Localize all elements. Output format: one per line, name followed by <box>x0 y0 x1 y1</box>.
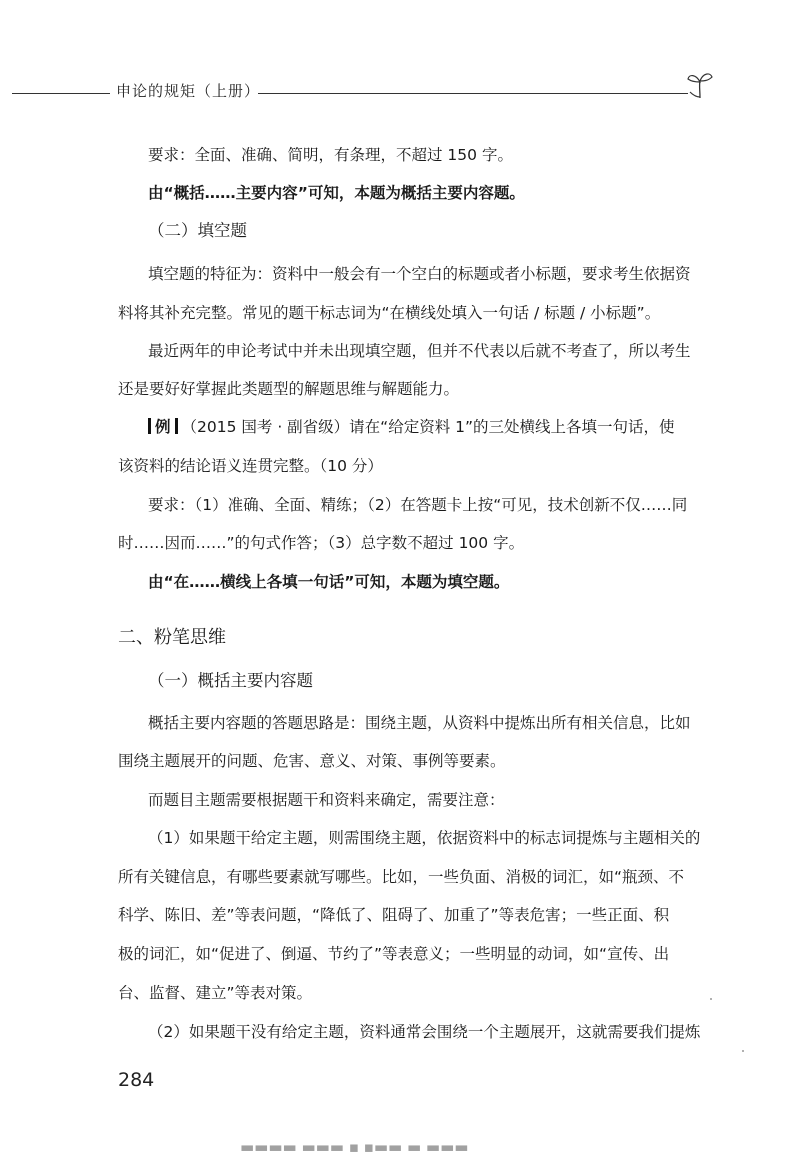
point-2-line-1: （2）如果题干没有给定主题，资料通常会围绕一个主题展开，这就需要我们提炼 <box>148 1023 701 1041</box>
footer-watermark-residue: ▬▬▬▬ ▬▬▬ ▪ ▪▬▬ ▬ ▬▬▬ <box>240 1138 469 1156</box>
theme-note-line: 而题目主题需要根据题干和资料来确定，需要注意： <box>148 791 505 809</box>
header-rule-right <box>258 93 688 94</box>
scan-speck <box>742 1050 744 1052</box>
example-question-line-2: 该资料的结论语义连贯完整。（10 分） <box>118 457 383 475</box>
example-bar-left <box>148 418 151 434</box>
example-question-text: （2015 国考 · 副省级）请在“给定资料 1”的三处横线上各填一句话，使 <box>181 418 675 436</box>
main-content-line-2: 围绕主题展开的问题、危害、意义、对策、事例等要素。 <box>118 752 506 770</box>
example-requirement-line-2: 时……因而……”的句式作答；（3）总字数不超过 100 字。 <box>118 534 525 552</box>
recent-years-line-1: 最近两年的申论考试中并未出现填空题，但并不代表以后就不考查了，所以考生 <box>148 342 691 360</box>
fill-blank-paragraph-line-2: 料将其补充完整。常见的题干标志词为“在横线处填入一句话 / 标题 / 小标题”。 <box>118 304 661 322</box>
conclusion-fill-blank: 由“在……横线上各填一句话”可知，本题为填空题。 <box>148 573 510 591</box>
running-header <box>0 76 800 102</box>
point-1-line-1: （1）如果题干给定主题，则需围绕主题，依据资料中的标志词提炼与主题相关的 <box>148 829 701 847</box>
point-1-line-5: 台、监督、建立”等表对策。 <box>118 984 313 1002</box>
main-content-line-1: 概括主要内容题的答题思路是：围绕主题，从资料中提炼出所有相关信息，比如 <box>148 714 691 732</box>
sprout-icon <box>686 70 714 100</box>
requirement-line-1: 要求：全面、准确、简明，有条理，不超过 150 字。 <box>148 146 513 164</box>
conclusion-summary: 由“概括……主要内容”可知，本题为概括主要内容题。 <box>148 184 525 202</box>
header-rule-left <box>12 93 110 94</box>
section-heading-chalk-thinking: 二、粉笔思维 <box>118 627 226 648</box>
scan-speck <box>710 998 712 1000</box>
example-tag: 例 <box>155 418 171 436</box>
page-number: 284 <box>118 1069 155 1091</box>
subsection-fill-blank: （二）填空题 <box>148 221 247 240</box>
subsection-main-content: （一）概括主要内容题 <box>148 671 313 690</box>
example-question-line-1 <box>144 416 675 438</box>
recent-years-line-2: 还是要好好掌握此类题型的解题思维与解题能力。 <box>118 380 460 398</box>
point-1-line-2: 所有关键信息，有哪些要素就写哪些。比如，一些负面、消极的词汇，如“瓶颈、不 <box>118 868 685 886</box>
example-bar-right <box>175 418 178 434</box>
example-requirement-line-1: 要求：（1）准确、全面、精练；（2）在答题卡上按“可见，技术创新不仅……同 <box>148 496 688 514</box>
point-1-line-3: 科学、陈旧、差”等表问题，“降低了、阻碍了、加重了”等表危害；一些正面、积 <box>118 906 670 924</box>
fill-blank-paragraph-line-1: 填空题的特征为：资料中一般会有一个空白的标题或者小标题，要求考生依据资 <box>148 265 691 283</box>
point-1-line-4: 极的词汇，如“促进了、倒逼、节约了”等表意义；一些明显的动词，如“宣传、出 <box>118 945 670 963</box>
header-title: 申论的规矩（上册） <box>116 82 261 100</box>
